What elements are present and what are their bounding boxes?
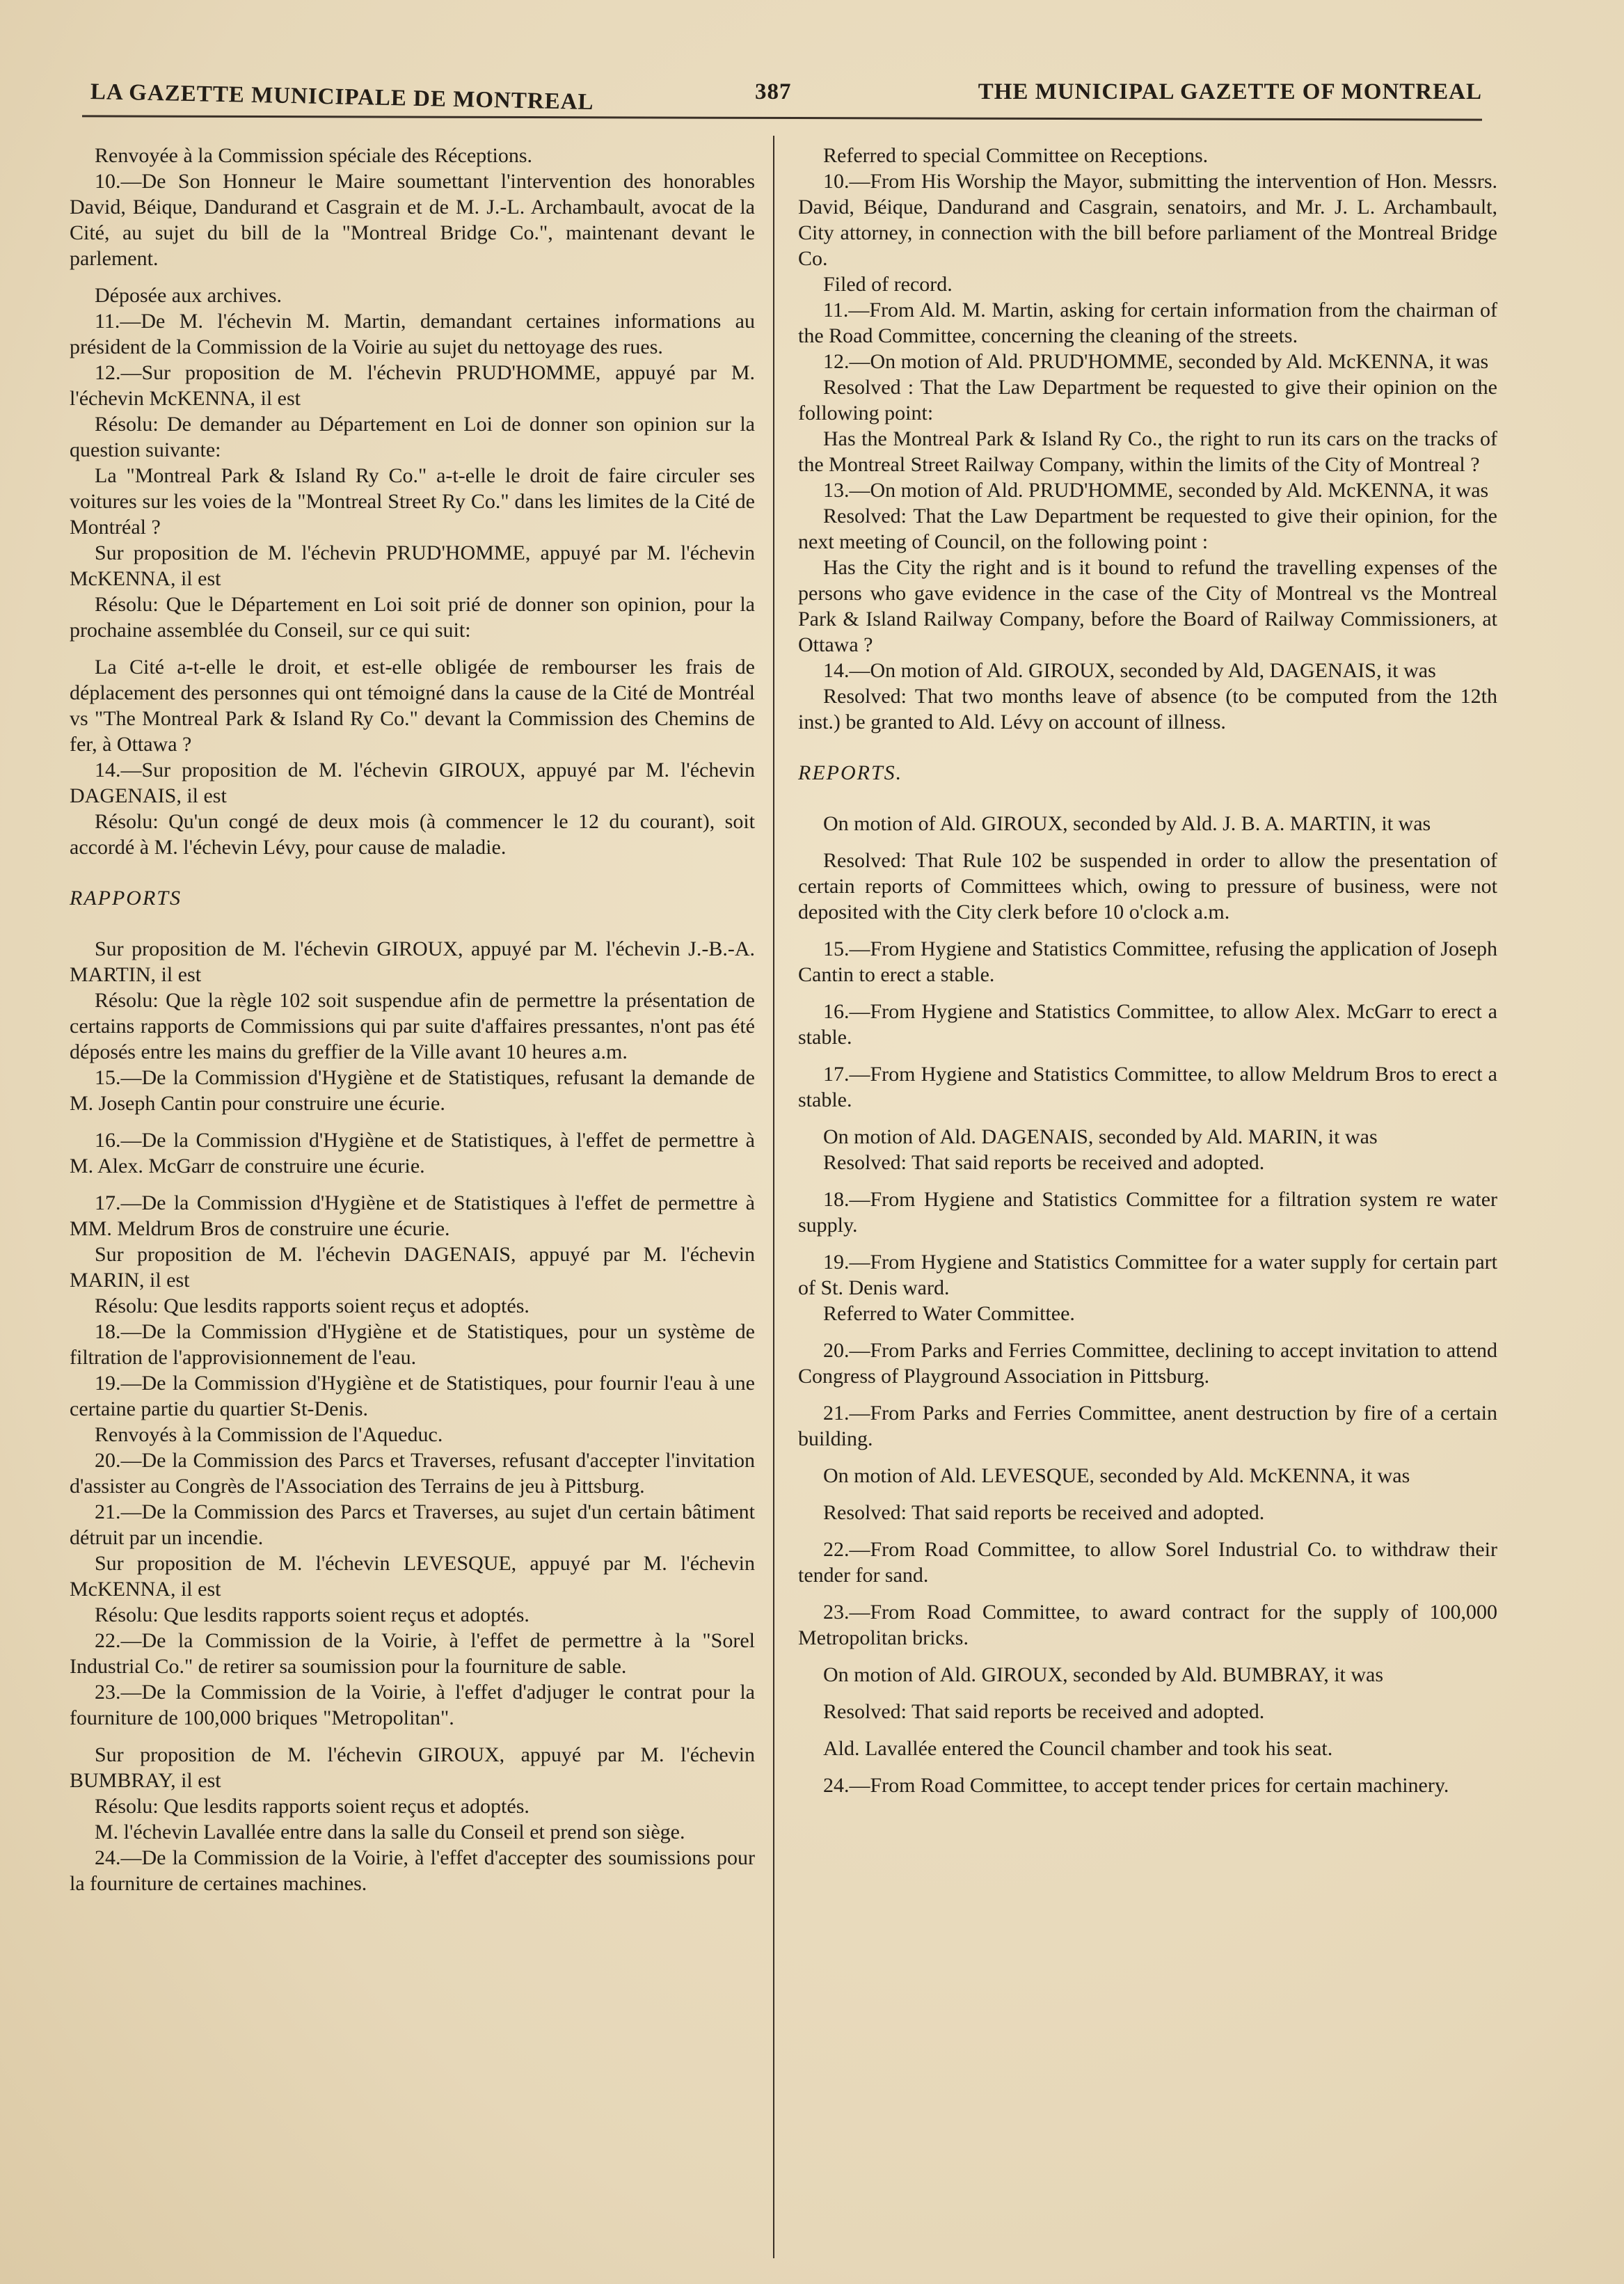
paragraph: Resolved: That said reports be received and adopted. (823, 1700, 1265, 1723)
paragraph: Resolved : That the Law Department be requested to give their opinion on the following point: (798, 376, 1497, 425)
paragraph: 24.—From Road Committee, to accept tender prices for certain machinery. (823, 1774, 1449, 1797)
paragraph: Resolved: That Rule 102 be suspended in order to allow the presentation of certain reports of Committees which, owing to pressure of business, were not deposited with the City clerk before 10 o'clock a.m. (798, 849, 1497, 923)
paragraph: 18.—De la Commission d'Hygiène et de Statistiques, pour un système de filtration de l'approvisionnement de l'eau. (70, 1320, 755, 1369)
paragraph: 21.—From Parks and Ferries Committee, anent destruction by fire of a certain building. (798, 1402, 1497, 1450)
paragraph: 11.—From Ald. M. Martin, asking for certain information from the chairman of the Road Committee, concerning the cleaning of the streets. (798, 299, 1497, 347)
paragraph: Résolu: Qu'un congé de deux mois (à commencer le 12 du courant), soit accordé à M. l'échevin Lévy, pour cause de maladie. (70, 810, 755, 859)
paragraph: 10.—From His Worship the Mayor, submitting the intervention of Hon. Messrs. David, Béique, Dandurand and Casgrain, senatoirs, and Mr. J. L. Archambault, City attorney, in connection with the bill before parliament of the Montreal Bridge Co. (798, 170, 1497, 270)
paragraph: 15.—From Hygiene and Statistics Committee, refusing the application of Joseph Cantin to erect a stable. (798, 937, 1498, 986)
paragraph: Résolu: Que le Département en Loi soit prié de donner son opinion, pour la prochaine assemblée du Conseil, sur ce qui suit: (70, 593, 755, 642)
paragraph: Résolu: Que la règle 102 soit suspendue afin de permettre la présentation de certains rapports de Commissions qui par suite d'affaires pressantes, n'ont pas été déposés entre les mains du greffier de la Ville avant 10 heures a.m. (70, 989, 755, 1063)
paragraph: La Cité a-t-elle le droit, et est-elle obligée de rembourser les frais de déplacement des personnes qui ont témoigné dans la cause de la Cité de Montréal vs "The Montreal Park & Island Ry Co." devant la Commission des Chemins de fer, à Ottawa ? (70, 656, 755, 756)
paragraph: Has the Montreal Park & Island Ry Co., the right to run its cars on the tracks of the Montreal Street Railway Company, within the limits of the City of Montreal ? (798, 427, 1497, 476)
paragraph: 23.—From Road Committee, to award contract for the supply of 100,000 Metropolitan bricks. (798, 1601, 1497, 1649)
page-number: 387 (755, 79, 792, 104)
paragraph: 14.—Sur proposition de M. l'échevin GIROUX, appuyé par M. l'échevin DAGENAIS, il est (70, 759, 755, 807)
paragraph: Sur proposition de M. l'échevin LEVESQUE, appuyé par M. l'échevin McKENNA, il est (70, 1552, 755, 1601)
paragraph: Résolu: De demander au Département en Loi de donner son opinion sur la question suivante: (70, 413, 755, 461)
paragraph: Sur proposition de M. l'échevin DAGENAIS, appuyé par M. l'échevin MARIN, il est (70, 1243, 755, 1292)
paragraph: Resolved: That said reports be received and adopted. (823, 1501, 1265, 1524)
paragraph: On motion of Ald. DAGENAIS, seconded by Ald. MARIN, it was (823, 1125, 1378, 1148)
paragraph: Resolved: That the Law Department be requested to give their opinion, for the next meeting of Council, on the following point : (798, 505, 1497, 553)
paragraph: Resolved: That two months leave of absence (to be computed from the 12th inst.) be granted to Ald. Lévy on account of illness. (798, 685, 1497, 733)
paragraph: On motion of Ald. GIROUX, seconded by Ald. J. B. A. MARTIN, it was (823, 812, 1431, 835)
paragraph: 17.—From Hygiene and Statistics Committee, to allow Meldrum Bros to erect a stable. (798, 1063, 1497, 1111)
paragraph: 19.—From Hygiene and Statistics Committee for a water supply for certain part of St. Denis ward. (798, 1251, 1497, 1299)
paragraph: Renvoyée à la Commission spéciale des Réceptions. (95, 144, 533, 167)
paragraph: Déposée aux archives. (95, 284, 282, 307)
paragraph: 21.—De la Commission des Parcs et Traverses, au sujet d'un certain bâtiment détruit par un incendie. (70, 1500, 755, 1549)
paragraph: On motion of Ald. GIROUX, seconded by Ald. BUMBRAY, it was (823, 1663, 1384, 1686)
paragraph: 20.—From Parks and Ferries Committee, declining to accept invitation to attend Congress of Playground Association in Pittsburg. (798, 1339, 1497, 1388)
paragraph: 11.—De M. l'échevin M. Martin, demandant certaines informations au président de la Commission de la Voirie au sujet du nettoyage des rues. (70, 310, 755, 358)
paragraph: M. l'échevin Lavallée entre dans la salle du Conseil et prend son siège. (95, 1821, 685, 1843)
paragraph: 16.—From Hygiene and Statistics Committee, to allow Alex. McGarr to erect a stable. (798, 1000, 1497, 1049)
paragraph: 12.—Sur proposition de M. l'échevin PRUD'HOMME, appuyé par M. l'échevin McKENNA, il est (70, 361, 755, 410)
header-french-title: LA GAZETTE MUNICIPALE DE MONTREAL (90, 79, 594, 116)
paragraph: 22.—From Road Committee, to allow Sorel Industrial Co. to withdraw their tender for sand. (798, 1538, 1497, 1587)
paragraph: Sur proposition de M. l'échevin GIROUX, appuyé par M. l'échevin J.-B.-A. MARTIN, il est (70, 937, 755, 986)
paragraph: Has the City the right and is it bound to refund the travelling expenses of the persons who gave evidence in the case of the City of Montreal vs the Montreal Park & Island Railway Company, before the Board of Railway Commissioners, at Ottawa ? (798, 556, 1497, 656)
paragraph: Sur proposition de M. l'échevin PRUD'HOMME, appuyé par M. l'échevin McKENNA, il est (70, 541, 755, 590)
paragraph: 15.—De la Commission d'Hygiène et de Statistiques, refusant la demande de M. Joseph Cantin pour construire une écurie. (70, 1066, 755, 1115)
paragraph: 14.—On motion of Ald. GIROUX, seconded by Ald, DAGENAIS, it was (823, 659, 1436, 682)
paragraph: La "Montreal Park & Island Ry Co." a-t-elle le droit de faire circuler ses voitures sur les voies de la "Montreal Street Ry Co." dans les limites de la Cité de Montréal ? (70, 464, 755, 539)
paragraph: Ald. Lavallée entered the Council chamber and took his seat. (823, 1737, 1333, 1760)
paragraph: 22.—De la Commission de la Voirie, à l'effet de permettre à la "Sorel Industrial Co." de retirer sa soumission pour la fourniture de sable. (70, 1629, 755, 1678)
french-column (70, 143, 755, 1896)
paragraph: Résolu: Que lesdits rapports soient reçus et adoptés. (95, 1795, 530, 1818)
paragraph: Referred to special Committee on Receptions. (823, 144, 1209, 167)
section-heading: REPORTS. (798, 761, 903, 784)
paragraph: Sur proposition de M. l'échevin GIROUX, appuyé par M. l'échevin BUMBRAY, il est (70, 1743, 755, 1792)
paragraph: 16.—De la Commission d'Hygiène et de Statistiques, à l'effet de permettre à M. Alex. McGarr de construire une écurie. (70, 1129, 755, 1177)
paragraph: Filed of record. (823, 273, 953, 296)
english-column (798, 143, 1497, 1798)
paragraph: 24.—De la Commission de la Voirie, à l'effet d'accepter des soumissions pour la fourniture de certaines machines. (70, 1846, 755, 1895)
header-english-title: THE MUNICIPAL GAZETTE OF MONTREAL (978, 79, 1482, 104)
paragraph: 19.—De la Commission d'Hygiène et de Statistiques, pour fournir l'eau à une certaine partie du quartier St-Denis. (70, 1372, 755, 1420)
paragraph: 23.—De la Commission de la Voirie, à l'effet d'adjuger le contrat pour la fourniture de 100,000 briques "Metropolitan". (70, 1681, 755, 1729)
paragraph: On motion of Ald. LEVESQUE, seconded by Ald. McKENNA, it was (823, 1464, 1410, 1487)
section-heading: RAPPORTS (70, 887, 182, 910)
paragraph: Referred to Water Committee. (823, 1302, 1075, 1325)
paragraph: Résolu: Que lesdits rapports soient reçus et adoptés. (95, 1603, 530, 1626)
paragraph: 12.—On motion of Ald. PRUD'HOMME, seconded by Ald. McKENNA, it was (823, 350, 1489, 373)
page-header (83, 70, 1482, 118)
paragraph: Resolved: That said reports be received and adopted. (823, 1151, 1265, 1174)
paragraph: Résolu: Que lesdits rapports soient reçus et adoptés. (95, 1294, 530, 1317)
column-divider (773, 136, 774, 2258)
paragraph: 10.—De Son Honneur le Maire soumettant l'intervention des honorables David, Béique, Dandurand et Casgrain et de M. J.-L. Archambault, avocat de la Cité, au sujet du bill de la "Montreal Bridge Co.", maintenant devant le parlement. (70, 170, 755, 270)
paragraph: 17.—De la Commission d'Hygiène et de Statistiques à l'effet de permettre à MM. Meldrum Bros de construire une écurie. (70, 1191, 755, 1240)
paragraph: 18.—From Hygiene and Statistics Committee for a filtration system re water supply. (798, 1188, 1497, 1237)
paragraph: 13.—On motion of Ald. PRUD'HOMME, seconded by Ald. McKENNA, it was (823, 479, 1489, 502)
paragraph: Renvoyés à la Commission de l'Aqueduc. (95, 1423, 443, 1446)
paragraph: 20.—De la Commission des Parcs et Traverses, refusant d'accepter l'invitation d'assister au Congrès de l'Association des Terrains de jeu à Pittsburg. (70, 1449, 755, 1498)
